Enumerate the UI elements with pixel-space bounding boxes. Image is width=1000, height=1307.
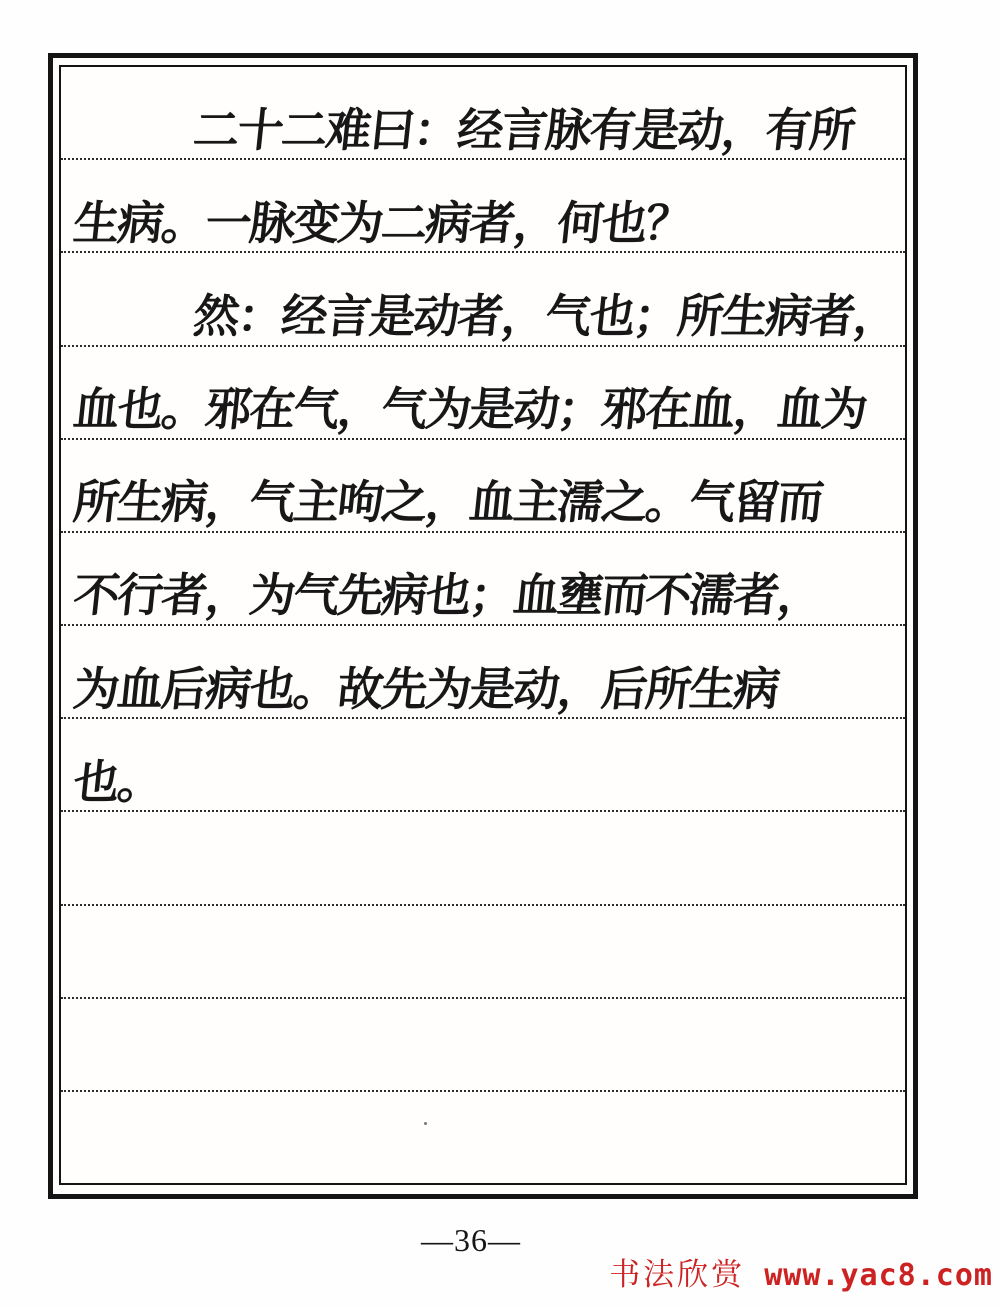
ruled-row: [61, 626, 905, 719]
ruled-row: [61, 440, 905, 533]
ruled-row: [61, 160, 905, 253]
page-border-inner: [59, 65, 907, 1185]
site-watermark: [609, 1258, 993, 1292]
ruled-row: [61, 67, 905, 160]
scan-speck: [424, 1122, 427, 1125]
ruled-row: [61, 719, 905, 812]
ruled-row-empty: [61, 1092, 905, 1183]
handwritten-line: 然：经言是动者，气也；所生病者，: [190, 288, 901, 343]
ruled-row-empty: [61, 999, 905, 1092]
watermark-url: www.yac8.com: [745, 1258, 993, 1293]
handwritten-line: 血也。邪在气，气为是动；邪在血，血为: [70, 382, 869, 437]
ruled-row-empty: [61, 812, 905, 905]
page-number: —36—: [421, 1222, 521, 1258]
ruled-writing-area: [61, 67, 905, 1183]
ruled-row: [61, 253, 905, 346]
handwritten-line: 不行者，为气先病也；血壅而不濡者，: [70, 568, 825, 623]
ruled-row-empty: [61, 906, 905, 999]
handwritten-line: 也。: [70, 754, 165, 809]
handwritten-line: 生病。一脉变为二病者，何也？: [70, 195, 693, 250]
watermark-chinese-label: 书法欣赏: [609, 1257, 746, 1293]
ruled-row: [61, 347, 905, 440]
handwritten-line: 为血后病也。故先为是动，后所生病: [70, 661, 781, 716]
ruled-row: [61, 533, 905, 626]
handwritten-line: 二十二难曰：经言脉有是动，有所: [190, 102, 857, 157]
page-border-outer: [48, 53, 918, 1199]
handwritten-line: 所生病，气主呴之，血主濡之。气留而: [70, 475, 825, 530]
